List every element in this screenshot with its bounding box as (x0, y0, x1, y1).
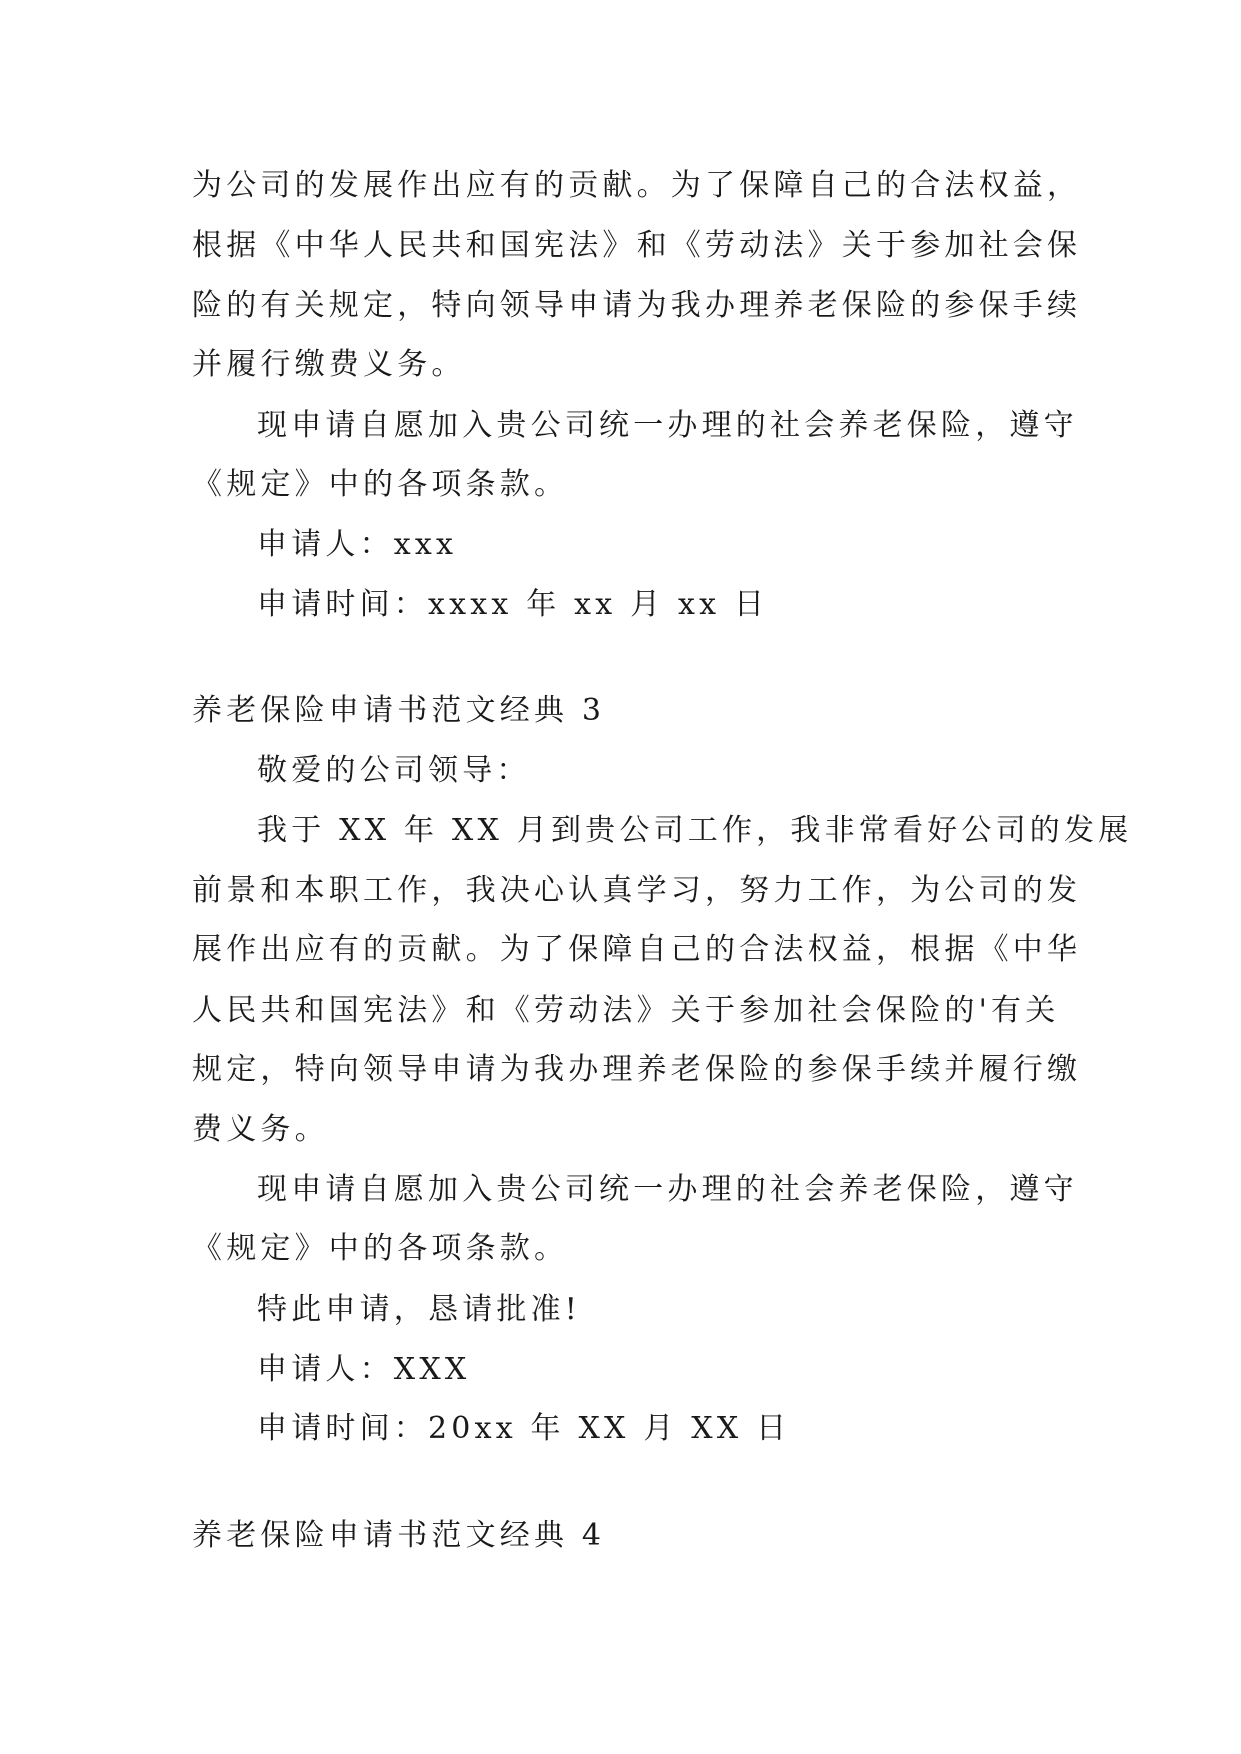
closing-line: 特此申请，恳请批准! (257, 1292, 582, 1327)
applicant-line: 申请人：XXX (257, 1352, 471, 1387)
applicant-line: 申请人：xxx (257, 527, 458, 562)
section-heading: 养老保险申请书范文经典 4 (192, 1518, 606, 1553)
paragraph-line: 《规定》中的各项条款。 (192, 467, 569, 502)
paragraph-line: 我于 XX 年 XX 月到贵公司工作，我非常看好公司的发展 (257, 813, 1133, 848)
paragraph-line: 《规定》中的各项条款。 (192, 1231, 569, 1266)
date-line: 申请时间：xxxx 年 xx 月 xx 日 (257, 587, 769, 622)
paragraph-line: 为公司的发展作出应有的贡献。为了保障自己的合法权益， (192, 168, 1082, 203)
salutation: 敬爱的公司领导： (257, 753, 531, 788)
paragraph-line: 费义务。 (192, 1112, 329, 1147)
paragraph-line: 展作出应有的贡献。为了保障自己的合法权益，根据《中华 (192, 932, 1082, 967)
paragraph-line: 根据《中华人民共和国宪法》和《劳动法》关于参加社会保 (192, 228, 1082, 263)
paragraph-line: 前景和本职工作，我决心认真学习，努力工作，为公司的发 (192, 873, 1082, 908)
paragraph-line: 规定，特向领导申请为我办理养老保险的参保手续并履行缴 (192, 1052, 1082, 1087)
date-line: 申请时间：20xx 年 XX 月 XX 日 (257, 1411, 791, 1446)
paragraph-line: 人民共和国宪法》和《劳动法》关于参加社会保险的'有关 (192, 993, 1060, 1028)
section-heading: 养老保险申请书范文经典 3 (192, 693, 606, 728)
paragraph-line: 现申请自愿加入贵公司统一办理的社会养老保险，遵守 (257, 1172, 1078, 1207)
paragraph-line: 现申请自愿加入贵公司统一办理的社会养老保险，遵守 (257, 408, 1078, 443)
paragraph-line: 险的有关规定，特向领导申请为我办理养老保险的参保手续 (192, 288, 1082, 323)
paragraph-line: 并履行缴费义务。 (192, 347, 466, 382)
